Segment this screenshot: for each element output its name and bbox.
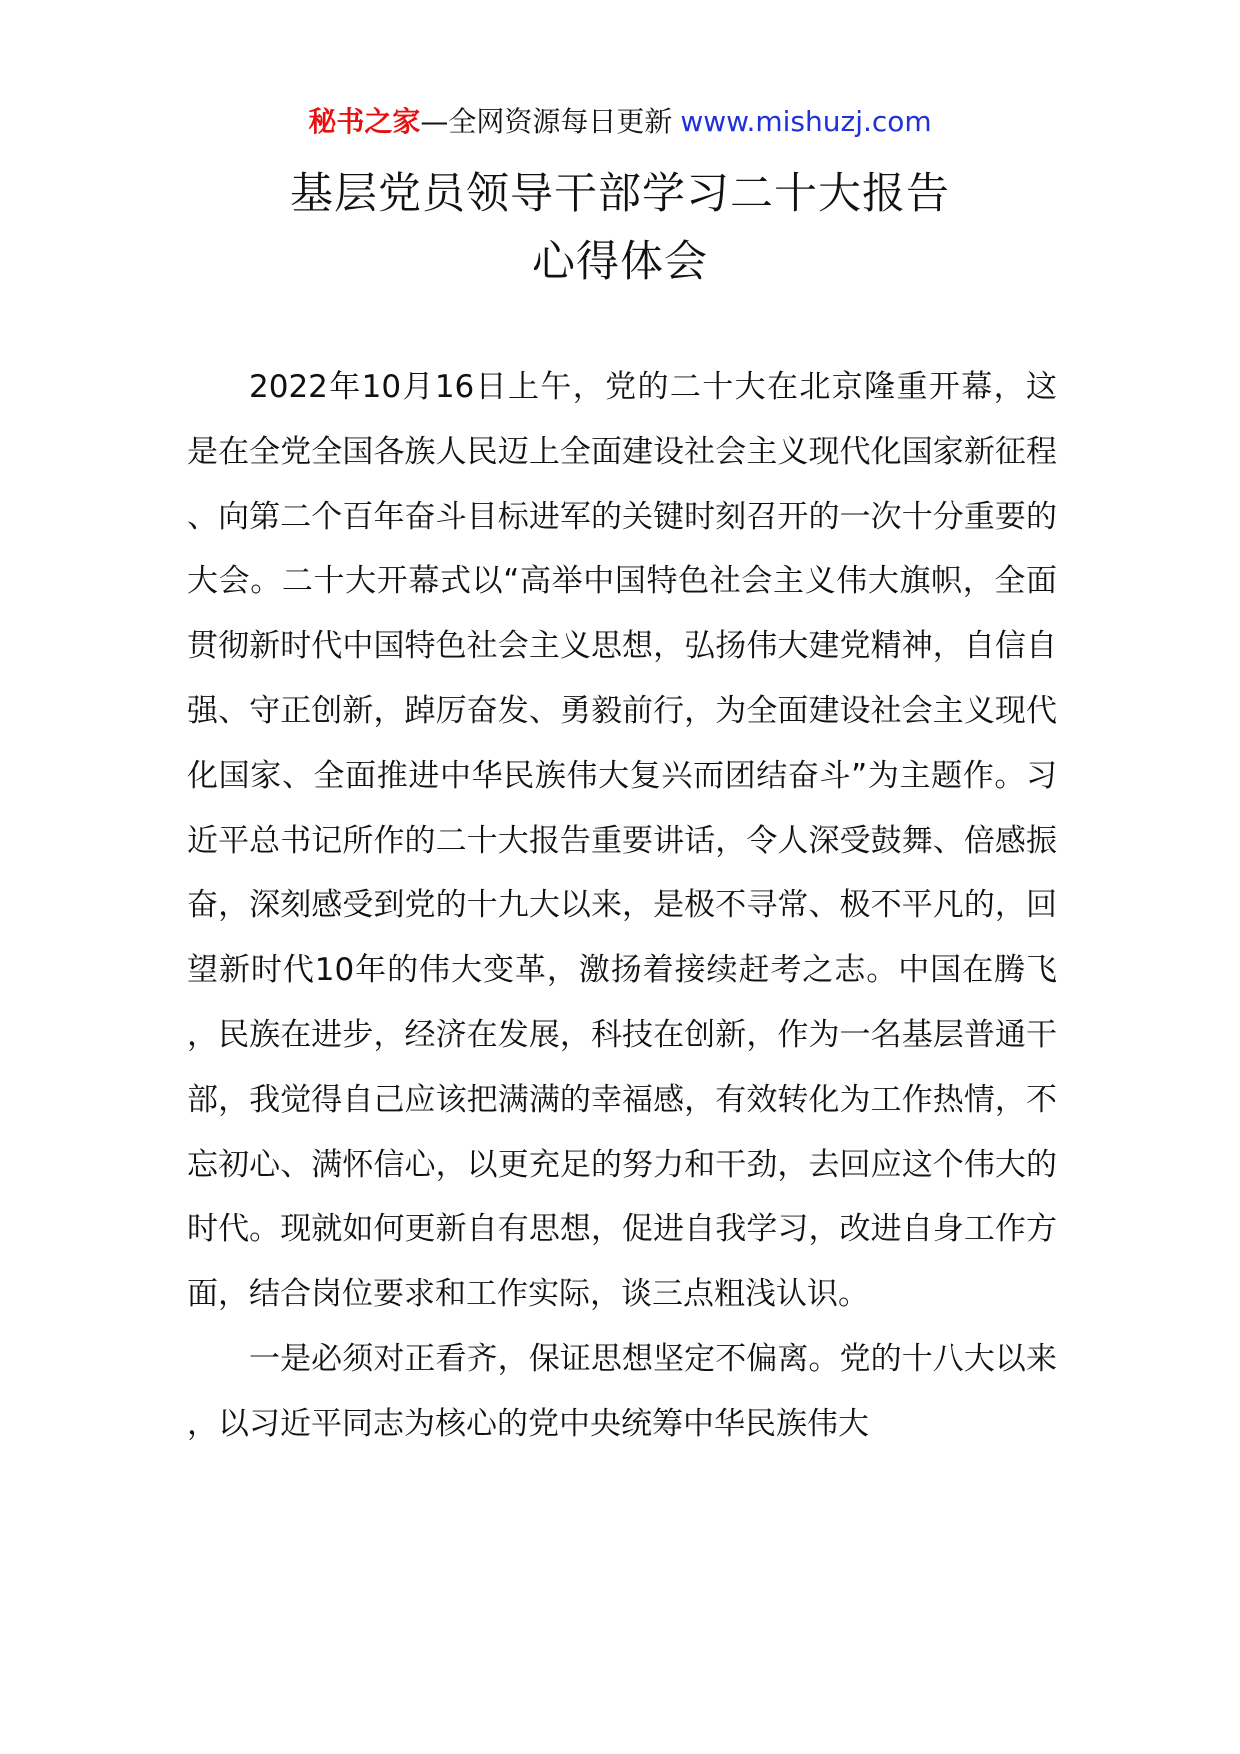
- document-title-line-2: 心得体会: [532, 237, 708, 287]
- site-header: [0, 102, 1240, 142]
- site-brand: 秘书之家: [308, 105, 421, 138]
- site-slogan: —全网资源每日更新: [420, 105, 673, 138]
- site-url-link[interactable]: www.mishuzj.com: [680, 105, 932, 138]
- point-1-lead: 一是必须对正看齐，保证思想坚定不偏离。: [249, 1340, 840, 1377]
- point-1-text: 党的十八大以来，以习近平同志为核心的党中央统筹中华民族伟大: [187, 1340, 1058, 1442]
- document-title-line-1: 基层党员领导干部学习二十大报告: [290, 169, 950, 219]
- body-paragraph-intro: 2022年10月16日上午，党的二十大在北京隆重开幕，这是在全党全国各族人民迈上全面建设社会主义现代化国家新征程、向第二个百年奋斗目标进军的关键时刻召开的一次十分重要的大会。二十大开幕式以“高举中国特色社会主义伟大旗帜，全面贯彻新时代中国特色社会主义思想，弘扬伟大建党精神，自信自强、守正创新，踔厉奋发、勇毅前行，为全面建设社会主义现代化国家、全面推进中华民族伟大复兴而团结奋斗”为主题作。习近平总书记所作的二十大报告重要讲话，令人深受鼓舞、倍感振奋，深刻感受到党的十九大以来，是极不寻常、极不平凡的，回望新时代10年的伟大变革，激扬着接续赶考之志。中国在腾飞，民族在进步，经济在发展，科技在创新，作为一名基层普通干部，我觉得自己应该把满满的幸福感，有效转化为工作热情，不忘初心、满怀信心，以更充足的努力和干劲，去回应这个伟大的时代。现就如何更新自有思想，促进自我学习，改进自身工作方面，结合岗位要求和工作实际，谈三点粗浅认识。: [187, 369, 1057, 1313]
- body-paragraph-point-1: [187, 1327, 1057, 1457]
- document-body: [187, 355, 1057, 1457]
